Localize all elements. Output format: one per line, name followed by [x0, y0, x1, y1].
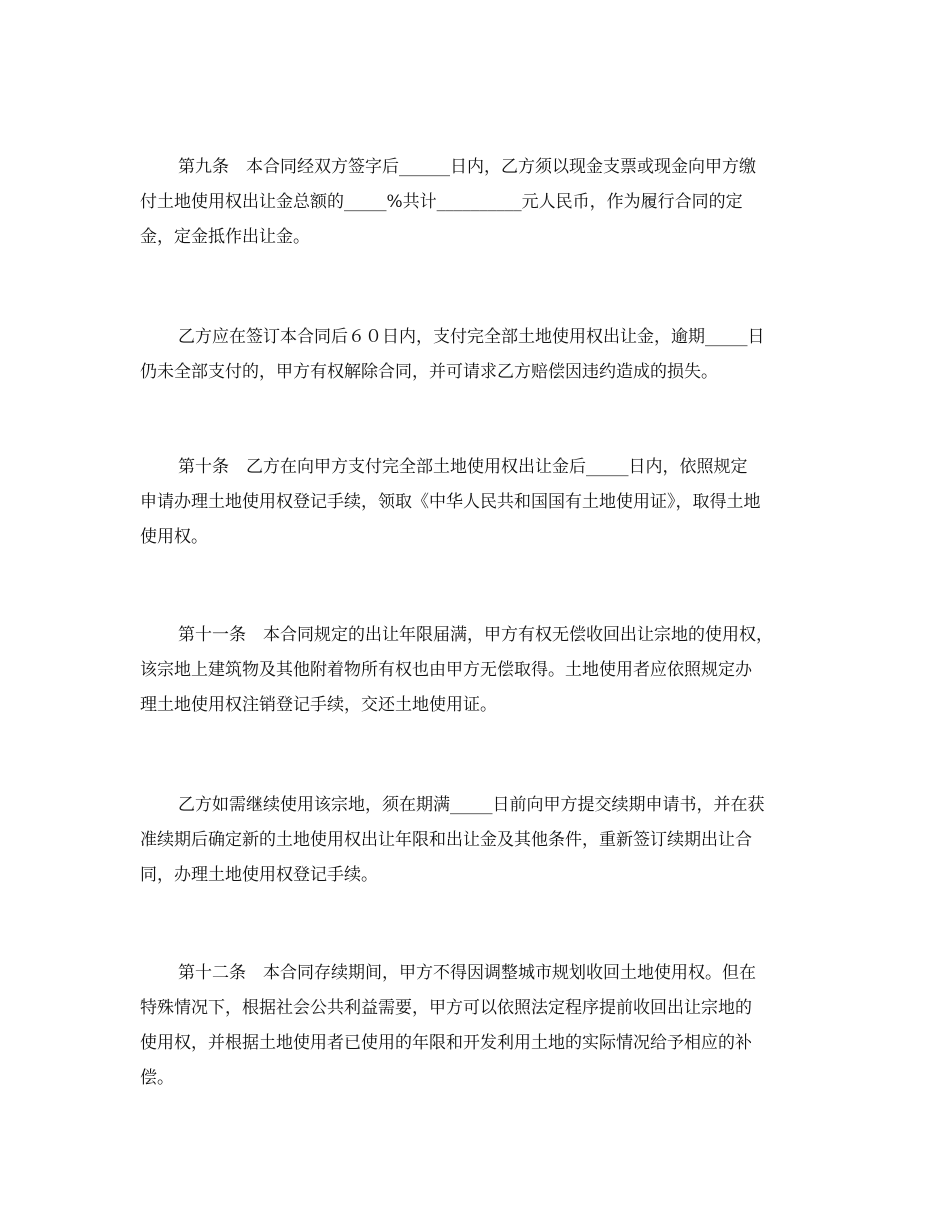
text-line: 使用权。 — [140, 527, 208, 547]
text-line: 仍未全部支付的，甲方有权解除合同，并可请求乙方赔偿因违约造成的损失。 — [140, 362, 718, 382]
text-line: 第十一条 本合同规定的出让年限届满，甲方有权无偿收回出让宗地的使用权， — [178, 625, 773, 645]
text-line: 付土地使用权出让金总额的_____%共计__________元人民币，作为履行合同的定 — [140, 192, 743, 212]
text-line: 乙方应在签订本合同后６０日内，支付完全部土地使用权出让金，逾期_____日 — [178, 327, 765, 347]
article-12-paragraph — [140, 956, 820, 1096]
text-line: 准续期后确定新的土地使用权出让年限和出让金及其他条件，重新签订续期出让合 — [140, 830, 752, 850]
article-10-paragraph — [140, 450, 820, 555]
text-line: 第十二条 本合同存续期间，甲方不得因调整城市规划收回土地使用权。但在 — [178, 963, 756, 983]
text-line: 第十条 乙方在向甲方支付完全部土地使用权出让金后_____日内，依照规定 — [178, 457, 748, 477]
text-line: 理土地使用权注销登记手续，交还土地使用证。 — [140, 695, 497, 715]
text-line: 使用权，并根据土地使用者已使用的年限和开发利用土地的实际情况给予相应的补 — [140, 1033, 752, 1053]
text-line: 金，定金抵作出让金。 — [140, 227, 310, 247]
article-9-paragraph — [140, 150, 820, 255]
text-line: 申请办理土地使用权登记手续，领取《中华人民共和国国有土地使用证》，取得土地 — [140, 492, 761, 512]
article-11-paragraph — [140, 618, 820, 723]
text-line: 乙方如需继续使用该宗地，须在期满_____日前向甲方提交续期申请书，并在获 — [178, 795, 765, 815]
text-line: 偿。 — [140, 1068, 174, 1088]
payment-deadline-paragraph — [140, 320, 820, 390]
text-line: 特殊情况下，根据社会公共利益需要，甲方可以依照法定程序提前收回出让宗地的 — [140, 998, 752, 1018]
text-line: 同，办理土地使用权登记手续。 — [140, 865, 378, 885]
text-line: 第九条 本合同经双方签字后______日内，乙方须以现金支票或现金向甲方缴 — [178, 157, 756, 177]
text-line: 该宗地上建筑物及其他附着物所有权也由甲方无偿取得。土地使用者应依照规定办 — [140, 660, 752, 680]
renewal-paragraph — [140, 788, 820, 893]
